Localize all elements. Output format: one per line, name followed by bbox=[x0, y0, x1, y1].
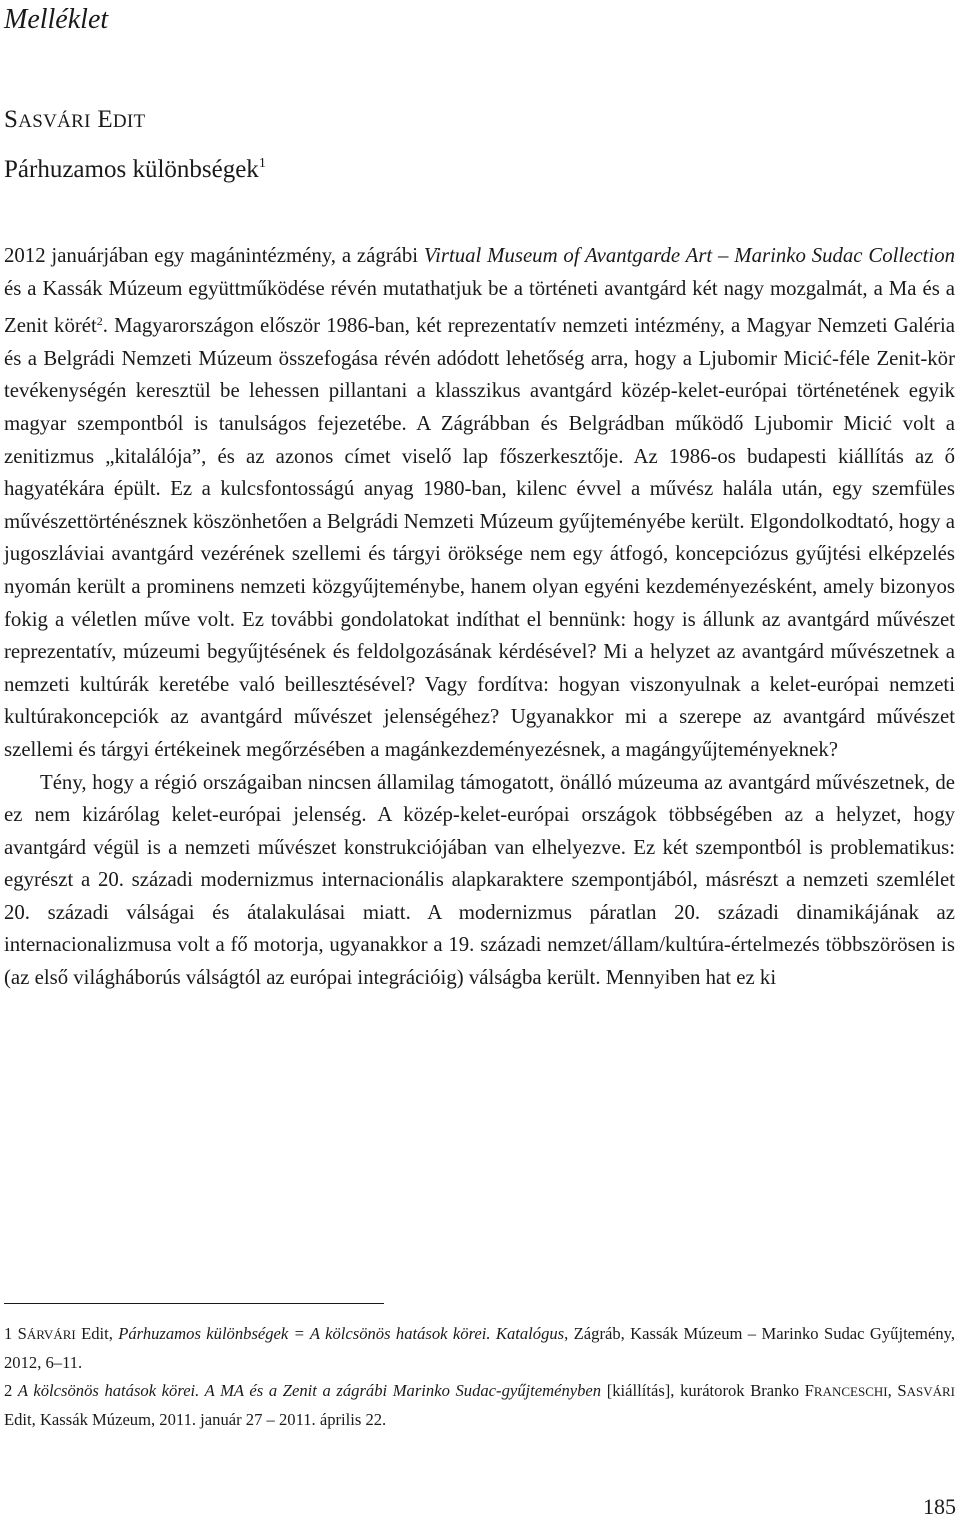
body-paragraph bbox=[4, 240, 955, 767]
text-run: , Zágráb, Kassák Múzeum – Marinko Sudac Gyűjtemény, 2012, 6–11. bbox=[4, 1324, 955, 1372]
footnote-number: 2 bbox=[4, 1381, 13, 1400]
footnote-number: 1 bbox=[4, 1324, 13, 1343]
author-name bbox=[4, 106, 145, 134]
italic-text: Párhuzamos különbségek = A kölcsönös hatások körei. Katalógus bbox=[118, 1324, 565, 1343]
article-title-text: Párhuzamos különbségek bbox=[4, 156, 259, 183]
text-run: . Magyarországon először 1986-ban, két reprezentatív nemzeti intézmény, a Magyar Nemzeti Galéria és a Belgrádi Nemzeti Múzeum összefogása révén adódott lehetőség arra, hogy a Ljubomir Micić-féle Zenit-kör tevékenységén keresztül be lehessen pillantani a klasszikus avantgárd közép-kelet-európai történetének egyik magyar szempontból is tanulságos fejezetébe. A Zágrábban és Belgrádban működő Ljubomir Micić volt a zenitizmus „kitalálója”, és az azonos címet viselő lap főszerkesztője. Az 1986-os budapesti kiállítás az ő hagyatékára épült. Ez a kulcsfontosságú anyag 1980-ban, kilenc évvel a művész halála után, egy szemfüles művészettörténésznek köszönhetően a Belgrádi Nemzeti Múzeum gyűjteményébe került. Elgondolkodtató, hogy a jugoszláviai avantgárd vezérének szellemi és tárgyi öröksége nem egy átfogó, koncepciózus gyűjtési elképzelés nyomán került a prominens nemzeti közgyűjteménybe, hanem olyan egyéni kezdeményezésként, amely bizonyos fokig a véletlen műve volt. Ez további gondolatokat indíthat el bennünk: hogy is állunk az avantgárd művészet reprezentatív, múzeumi begyűjtésének és feldolgozásának kérdésével? Mi a helyzet az avantgárd művészetnek a nemzeti kultúrák keretébe való beillesztésével? Vagy fordítva: hogyan viszonyulnak a kelet-európai nemzeti kultúrakoncepciók az avantgárd művészet jelenségéhez? Ugyanakkor mi a szerepe az avantgárd művészet szellemi és tárgyi értékeinek megőrzésében a magánkezdeményezésnek, a magángyűjteményeknek? bbox=[4, 314, 955, 761]
page-number: 185 bbox=[923, 1494, 956, 1519]
author-initial: S bbox=[4, 106, 19, 133]
author-given-caps: DIT bbox=[112, 111, 146, 132]
text-run: 2012 januárjában egy magánintézmény, a zágrábi bbox=[4, 244, 424, 267]
text-run: Tény, hogy a régió országaiban nincsen államilag támogatott, önálló múzeuma az avantgárd művészetnek, de ez nem kizárólag kelet-európai jelenség. A közép-kelet-európai országok többségében az a helyzet, hogy avantgárd végül is a nemzeti művészet konstrukciójában van elhelyezve. Ez két szempontból is problematikus: egyrészt a 20. századi modernizmus internacionális alapkaraktere szempontjából, másrészt a nemzeti szemlélet 20. századi válságai és átalakulásai miatt. A modernizmus páratlan 20. századi dinamikájának az internacionalizmusa volt a fő motorja, ugyanakkor a 19. századi nemzet/állam/kultúra-értelmezés többszörösen is (az első világháborús válságtól az európai integrációig) válságba került. Mennyiben hat ez ki bbox=[4, 770, 955, 990]
article-body bbox=[4, 240, 955, 995]
text-run: [kiállítás], kurátorok Branko F bbox=[601, 1381, 814, 1400]
section-title: Melléklet bbox=[4, 4, 109, 35]
text-run: , S bbox=[887, 1381, 907, 1400]
italic-text: Virtual Museum of Avantgarde Art – Marinko Sudac Collection bbox=[423, 244, 955, 267]
text-run: Edit, Kassák Múzeum, 2011. január 27 – 2011. április 22. bbox=[4, 1410, 387, 1429]
footnote bbox=[4, 1320, 955, 1377]
text-run: RANCESCHI bbox=[813, 1384, 888, 1399]
text-run: Edit, bbox=[75, 1324, 119, 1343]
footnote-ref: 2 bbox=[96, 314, 103, 329]
text-run: ÁRVÁRI bbox=[26, 1327, 76, 1342]
body-paragraph bbox=[4, 767, 955, 995]
author-given-initial: E bbox=[97, 106, 113, 133]
footnotes bbox=[4, 1320, 955, 1434]
footnote bbox=[4, 1377, 955, 1434]
article-title-footnote-ref: 1 bbox=[258, 156, 266, 171]
text-run: S bbox=[17, 1324, 27, 1343]
text-run: és a Kassák Múzeum együttműködése révén mutathatjuk be a történeti avantgárd két nagy mozgalmát, a Ma és a Zenit körét bbox=[4, 276, 955, 338]
article-title bbox=[4, 156, 266, 184]
author-surname-caps: ASVÁRI bbox=[18, 111, 91, 132]
italic-text: A kölcsönös hatások körei. A MA és a Zenit a zágrábi Marinko Sudac-gyűjteményben bbox=[17, 1381, 602, 1400]
text-run: ASVÁRI bbox=[906, 1384, 955, 1399]
footnote-separator bbox=[4, 1303, 384, 1304]
